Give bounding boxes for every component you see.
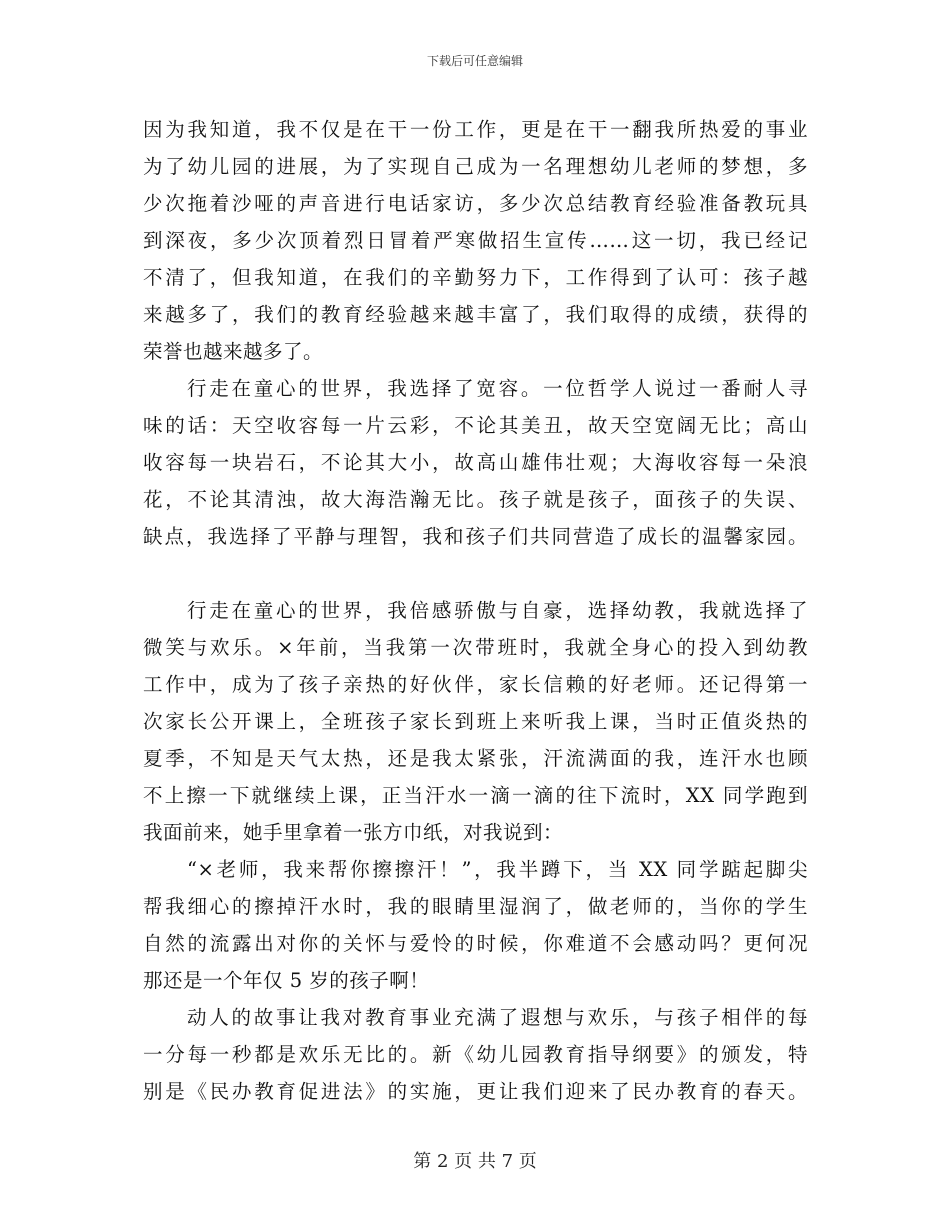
- text-line: 一分每一秒都是欢乐无比的。新《幼儿园教育指导纲要》的颁发，特: [143, 1043, 808, 1066]
- text-line: 不清了，但我知道，在我们的辛勤努力下，工作得到了认可：孩子越: [143, 266, 808, 289]
- paragraph-gap: [143, 555, 808, 592]
- text-line: 为了幼儿园的进展，为了实现自己成为一名理想幼儿老师的梦想，多: [143, 155, 808, 178]
- text-line: 自然的流露出对你的关怀与爱怜的时候，你难道不会感动吗？更何况: [143, 932, 808, 955]
- text-line: 动人的故事让我对教育事业充满了遐想与欢乐，与孩子相伴的每: [187, 1006, 808, 1029]
- text-line: 花，不论其清浊，故大海浩瀚无比。孩子就是孩子，面孩子的失误、: [143, 488, 808, 511]
- text-line: 那还是一个年仅 5 岁的孩子啊！: [143, 969, 430, 992]
- text-line: 别是《民办教育促进法》的实施，更让我们迎来了民办教育的春天。: [143, 1080, 808, 1103]
- text-line: 夏季，不知是天气太热，还是我太紧张，汗流满面的我，连汗水也顾: [143, 747, 808, 770]
- paragraph: [143, 592, 808, 851]
- text-line: 工作中，成为了孩子亲热的好伙伴，家长信赖的好老师。还记得第一: [143, 673, 808, 696]
- page-header: 下载后可任意编辑: [426, 54, 523, 68]
- text-line: 因为我知道，我不仅是在干一份工作，更是在干一翻我所热爱的事业: [143, 118, 808, 141]
- text-line: 到深夜，多少次顶着烈日冒着严寒做招生宣传……这一切，我已经记: [143, 229, 808, 252]
- text-line: 行走在童心的世界，我选择了宽容。一位哲学人说过一番耐人寻: [187, 377, 808, 400]
- text-line: 少次拖着沙哑的声音进行电话家访，多少次总结教育经验准备教玩具: [143, 192, 808, 215]
- text-line: 收容每一块岩石，不论其大小，故高山雄伟壮观；大海收容每一朵浪: [143, 451, 808, 474]
- text-line: 帮我细心的擦掉汗水时，我的眼睛里湿润了，做老师的，当你的学生: [143, 895, 808, 918]
- text-line: 行走在童心的世界，我倍感骄傲与自豪，选择幼教，我就选择了: [187, 599, 808, 622]
- text-line: 来越多了，我们的教育经验越来越丰富了，我们取得的成绩，获得的: [143, 303, 808, 326]
- text-line: “×老师，我来帮你擦擦汗！”，我半蹲下，当 XX 同学踮起脚尖: [187, 858, 808, 881]
- text-line: 荣誉也越来越多了。: [143, 340, 324, 363]
- text-line: 不上擦一下就继续上课，正当汗水一滴一滴的往下流时，XX 同学跑到: [143, 784, 808, 807]
- text-line: 微笑与欢乐。×年前，当我第一次带班时，我就全身心的投入到幼教: [143, 636, 808, 659]
- document-body: [143, 111, 808, 1110]
- text-line: 次家长公开课上，全班孩子家长到班上来听我上课，当时正值炎热的: [143, 710, 808, 733]
- paragraph: [143, 999, 808, 1110]
- paragraph: [143, 370, 808, 555]
- paragraph: [143, 851, 808, 999]
- text-line: 味的话：天空收容每一片云彩，不论其美丑，故天空宽阔无比；高山: [143, 414, 808, 437]
- text-line: 我面前来，她手里拿着一张方巾纸，对我说到：: [143, 821, 564, 844]
- paragraph: [143, 111, 808, 370]
- text-line: 缺点，我选择了平静与理智，我和孩子们共同营造了成长的温馨家园。: [143, 525, 808, 548]
- page-number: 第 2 页 共 7 页: [413, 1151, 537, 1172]
